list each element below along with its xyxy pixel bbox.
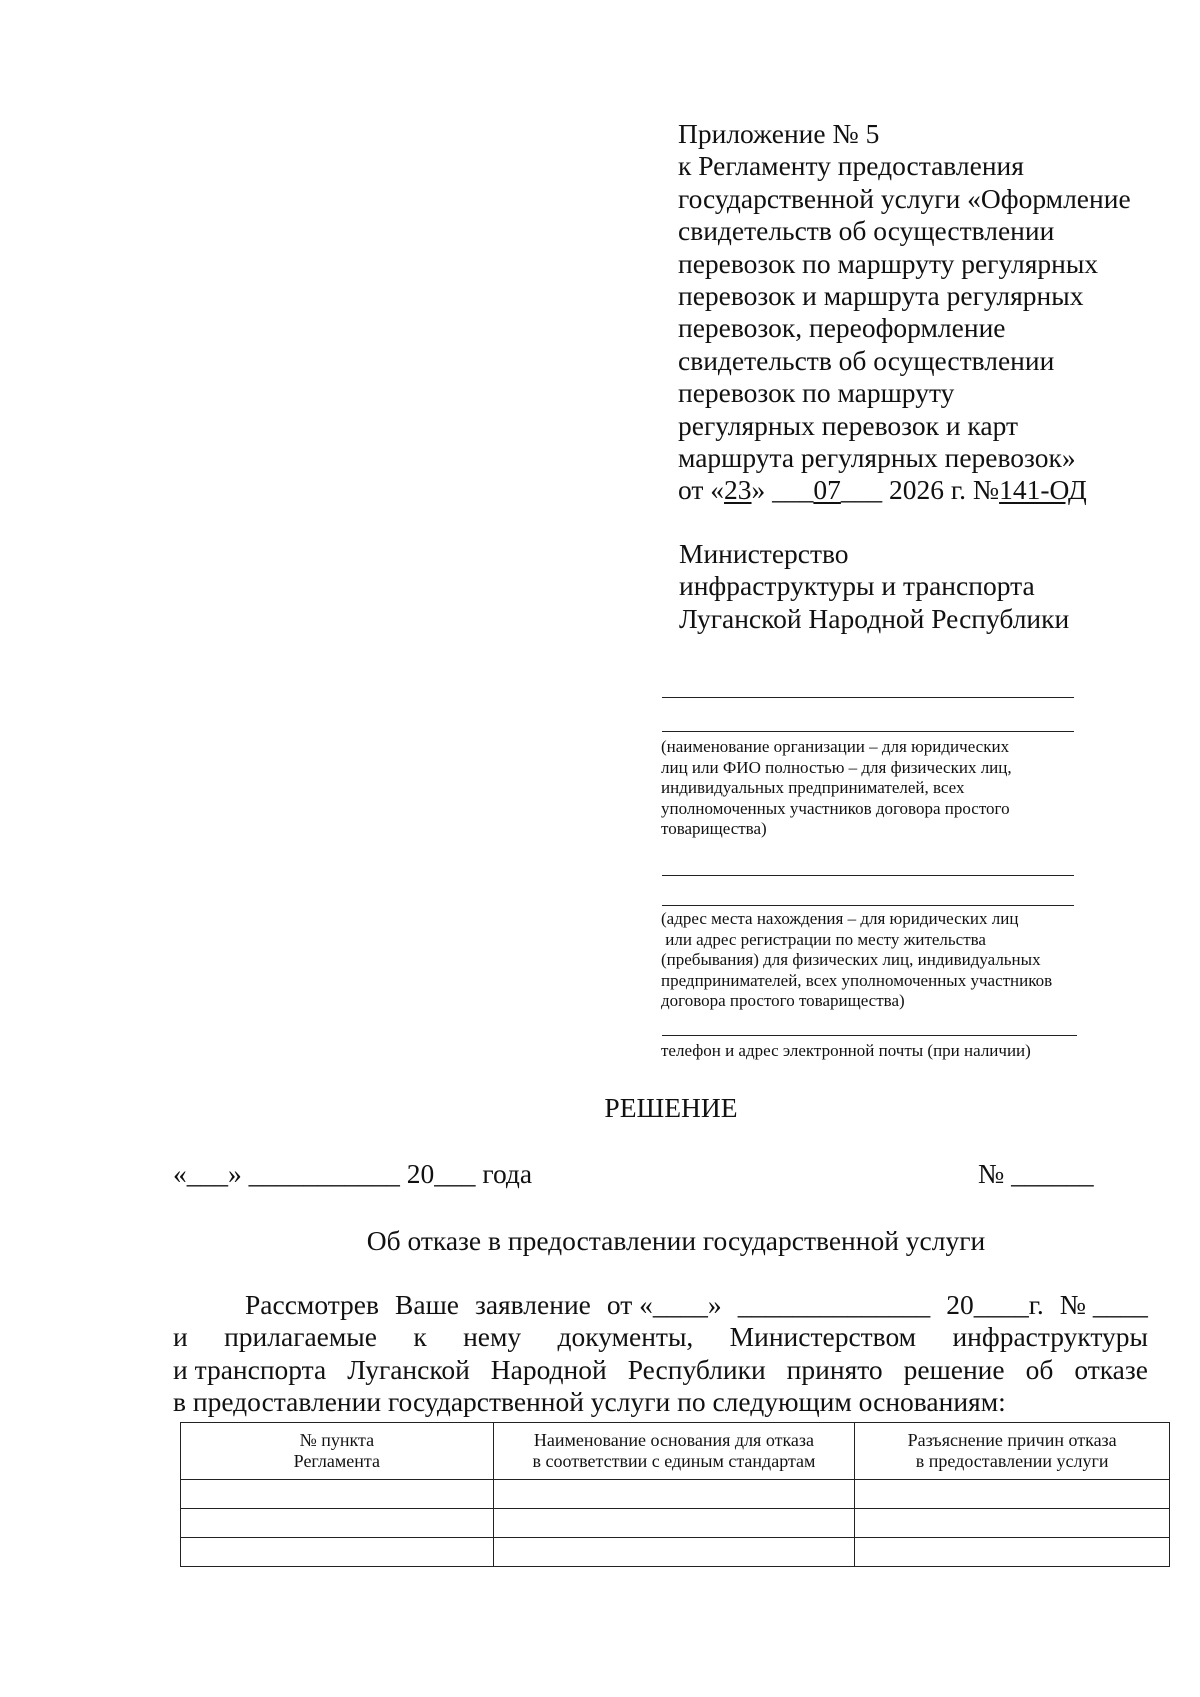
blank-line-organization-1[interactable]: [662, 697, 1074, 698]
table-cell[interactable]: [855, 1480, 1170, 1509]
table-cell[interactable]: [181, 1538, 494, 1567]
note-line: индивидуальных предпринимателей, всех: [661, 778, 965, 798]
note-line: или адрес регистрации по месту жительства: [661, 929, 986, 949]
date-after-month: ___ 2026 г. №: [840, 474, 1000, 506]
note-line: лиц или ФИО полностью – для физических лиц,: [661, 757, 1012, 777]
column-header-explanation: Разъяснение причин отказа в предоставлении услуги: [855, 1423, 1170, 1480]
word: заявление: [474, 1289, 591, 1320]
word: отказе: [1074, 1353, 1148, 1385]
note-line: (пребывания) для физических лиц, индивидуальных: [661, 950, 1041, 970]
date-mid: » ___: [751, 474, 814, 506]
appendix-line: перевозок по маршруту: [678, 377, 955, 409]
grounds-table: [180, 1422, 1170, 1567]
note-line: товарищества): [661, 819, 767, 839]
appendix-date-line: [678, 474, 1168, 506]
word: Рассмотрев: [245, 1289, 379, 1320]
table-cell[interactable]: [181, 1509, 494, 1538]
appendix-line: перевозок по маршруту регулярных: [678, 247, 1099, 279]
note-line: (наименование организации – для юридических: [661, 737, 1010, 756]
order-number: 141-ОД: [999, 474, 1087, 506]
addressee-ministry: [679, 538, 1159, 635]
contact-note: телефон и адрес электронной почты (при наличии): [661, 1041, 1031, 1060]
body-line-4: в предоставлении государственной услуги по следующим основаниям:: [173, 1386, 1006, 1418]
appendix-line: Приложение № 5: [678, 118, 880, 149]
note-line: договора простого товарищества): [661, 991, 905, 1011]
ministry-line: инфраструктуры и транспорта: [679, 570, 1035, 602]
blank-line-contact[interactable]: [662, 1035, 1077, 1036]
column-header-ground: Наименование основания для отказа в соответствии с единым стандартам: [493, 1423, 855, 1480]
word: нему: [463, 1321, 522, 1353]
decision-subject: Об отказе в предоставлении государственной услуги: [366, 1225, 986, 1256]
body-line-3: [173, 1354, 1148, 1386]
appendix-header: [678, 118, 1168, 507]
table-cell[interactable]: [855, 1509, 1170, 1538]
table-cell[interactable]: [493, 1538, 855, 1567]
word: и: [173, 1321, 188, 1353]
word: об: [1025, 1353, 1054, 1385]
appendix-line: регулярных перевозок и карт: [678, 409, 1018, 441]
date-prefix: от «: [678, 474, 725, 506]
table-header-row: [181, 1423, 1170, 1480]
note-line: предпринимателей, всех уполномоченных участников: [661, 970, 1053, 990]
appendix-line: к Регламенту предоставления: [678, 150, 1024, 182]
word: документы,: [557, 1321, 694, 1353]
word: Народной: [490, 1353, 607, 1385]
note-line: уполномоченных участников договора простого: [661, 798, 1010, 818]
appendix-line: маршрута регулярных перевозок»: [678, 442, 1076, 474]
decision-title: РЕШЕНИЕ: [604, 1092, 738, 1123]
appendix-line: перевозок и маршрута регулярных: [678, 280, 1084, 312]
table-cell[interactable]: [181, 1480, 494, 1509]
ministry-line: Луганской Народной Республики: [679, 602, 1070, 634]
organization-note: [661, 737, 1101, 840]
word: Ваше: [395, 1289, 459, 1320]
word: прилагаемые: [224, 1321, 377, 1353]
word: № ____: [1059, 1289, 1148, 1320]
word: Луганской: [347, 1353, 470, 1385]
table-row: [181, 1480, 1170, 1509]
word: к: [413, 1321, 427, 1353]
table-cell[interactable]: [493, 1509, 855, 1538]
date-month: 07: [813, 474, 841, 506]
word: 20____г.: [946, 1289, 1044, 1320]
word: инфраструктуры: [952, 1321, 1148, 1353]
table-row: [181, 1538, 1170, 1567]
word: решение: [903, 1353, 1005, 1385]
decision-body: [173, 1289, 1148, 1419]
table-row: [181, 1509, 1170, 1538]
table-cell[interactable]: [493, 1480, 855, 1509]
decision-number-line: № ______: [978, 1158, 1094, 1189]
appendix-line: свидетельств об осуществлении: [678, 215, 1055, 247]
decision-date-line: «___» ___________ 20___ года: [173, 1158, 533, 1189]
blank-line-address-1[interactable]: [662, 875, 1074, 876]
word: от «____»: [606, 1289, 722, 1320]
address-note: [661, 909, 1101, 1012]
table-cell[interactable]: [855, 1538, 1170, 1567]
blank-line-organization-2[interactable]: [662, 731, 1074, 732]
word: и транспорта: [173, 1353, 327, 1385]
word: Республики: [627, 1353, 766, 1385]
blank-line-address-2[interactable]: [662, 905, 1074, 906]
column-header-clause: № пункта Регламента: [181, 1423, 494, 1480]
body-line-1: [173, 1289, 1148, 1321]
word: ______________: [737, 1289, 931, 1320]
appendix-line: перевозок, переоформление: [678, 312, 1006, 344]
appendix-line: свидетельств об осуществлении: [678, 344, 1055, 376]
note-line: (адрес места нахождения – для юридических лиц: [661, 909, 1019, 928]
word: Министерством: [729, 1321, 917, 1353]
date-day: 23: [724, 474, 752, 506]
appendix-line: государственной услуги «Оформление: [678, 182, 1131, 214]
ministry-line: Министерство: [679, 538, 849, 569]
word: принято: [786, 1353, 883, 1385]
body-line-2: [173, 1321, 1148, 1353]
